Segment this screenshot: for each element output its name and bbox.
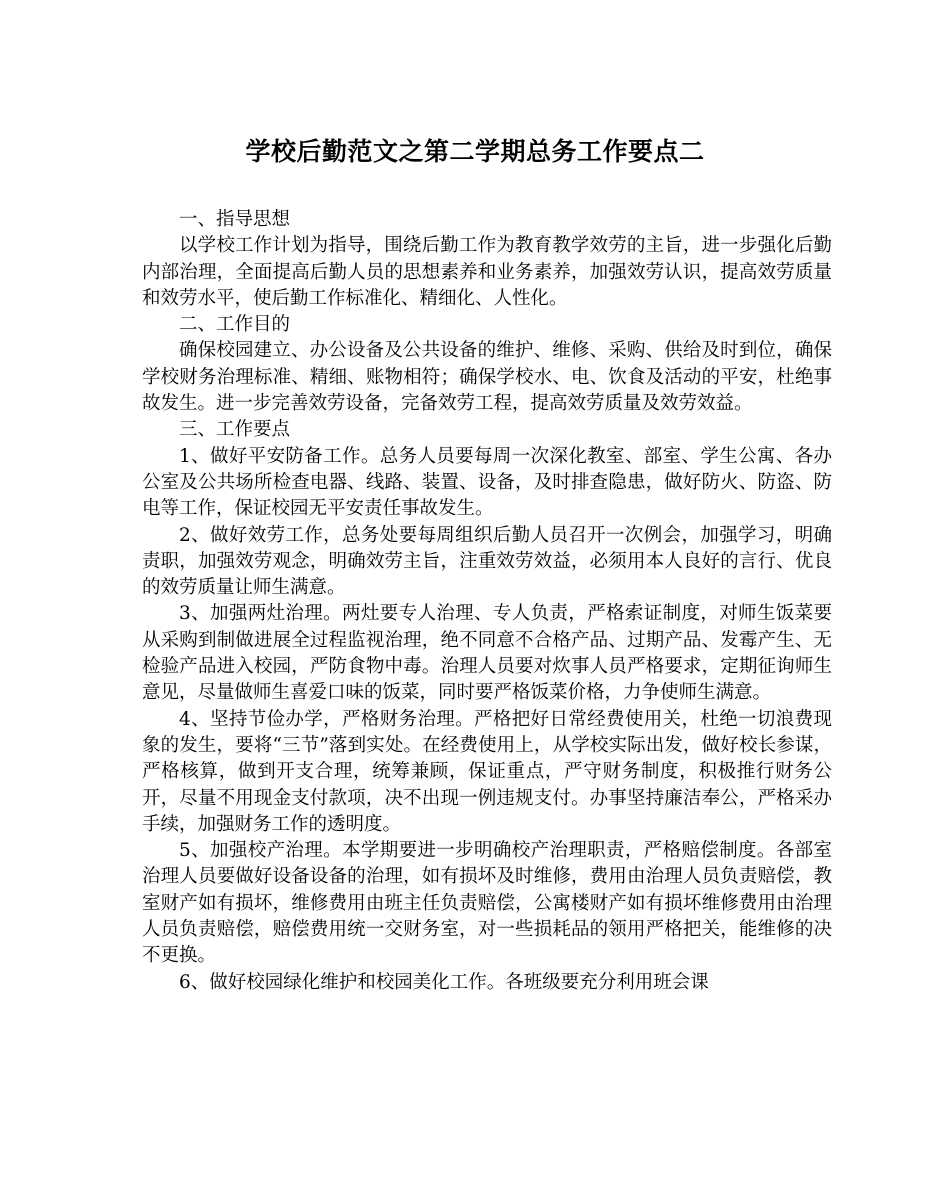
paragraph-point-5: 5、加强校产治理。本学期要进一步明确校产治理职责，严格赔偿制度。各部室治理人员要做好设备设备的治理，如有损坏及时维修，费用由治理人员负责赔偿，教室财产如有损坏，维修费用由班主任负责赔偿，公寓楼财产如有损坏维修费用由治理人员负责赔偿，赔偿费用统一交财务室，对一些损耗品的领用严格把关，能维修的决不更换。 <box>142 840 832 967</box>
paragraph-point-3: 3、加强两灶治理。两灶要专人治理、专人负责，严格索证制度，对师生饭菜要从采购到制做进展全过程监视治理，绝不同意不合格产品、过期产品、发霉产生、无检验产品进入校园，严防食物中毒。治理人员要对炊事人员严格要求，定期征询师生意见，尽量做师生喜爱口味的饭菜，同时要严格饭菜价格，力争使师生满意。 <box>142 603 832 704</box>
paragraph-point-6: 6、做好校园绿化维护和校园美化工作。各班级要充分利用班会课 <box>179 971 709 993</box>
paragraph-point-1: 1、做好平安防备工作。总务人员要每周一次深化教室、部室、学生公寓、各办公室及公共场所检查电器、线路、装置、设备，及时排查隐患，做好防火、防盗、防电等工作，保证校园无平安责任事故发生。 <box>142 445 832 520</box>
heading-work-points: 三、工作要点 <box>179 419 291 441</box>
paragraph-point-4: 4、坚持节俭办学，严格财务治理。严格把好日常经费使用关，杜绝一切浪费现象的发生，要将“三节”落到实处。在经费使用上，从学校实际出发，做好校长参谋，严格核算，做到开支合理，统筹兼顾，保证重点，严守财务制度，积极推行财务公开，尽量不用现金支付款项，决不出现一例违规支付。办事坚持廉洁奉公，严格采办手续，加强财务工作的透明度。 <box>142 708 832 835</box>
paragraph-guiding-ideology: 以学校工作计划为指导，围绕后勤工作为教育教学效劳的主旨，进一步强化后勤内部治理，全面提高后勤人员的思想素养和业务素养，加强效劳认识，提高效劳质量和效劳水平，使后勤工作标准化、精细化、人性化。 <box>142 235 832 309</box>
document-title: 学校后勤范文之第二学期总务工作要点二 <box>245 137 705 166</box>
paragraph-point-2: 2、做好效劳工作，总务处要每周组织后勤人员召开一次例会，加强学习，明确责职，加强效劳观念，明确效劳主旨，注重效劳效益，必须用本人良好的言行、优良的效劳质量让师生满意。 <box>142 524 832 599</box>
heading-guiding-ideology: 一、指导思想 <box>179 209 291 230</box>
paragraph-work-goals: 确保校园建立、办公设备及公共设备的维护、维修、采购、供给及时到位，确保学校财务治理标准、精细、账物相符；确保学校水、电、饮食及活动的平安，杜绝事故发生。进一步完善效劳设备，完备效劳工程，提高效劳质量及效劳效益。 <box>142 340 832 415</box>
heading-work-goals: 二、工作目的 <box>179 314 291 336</box>
document-body <box>142 207 832 996</box>
